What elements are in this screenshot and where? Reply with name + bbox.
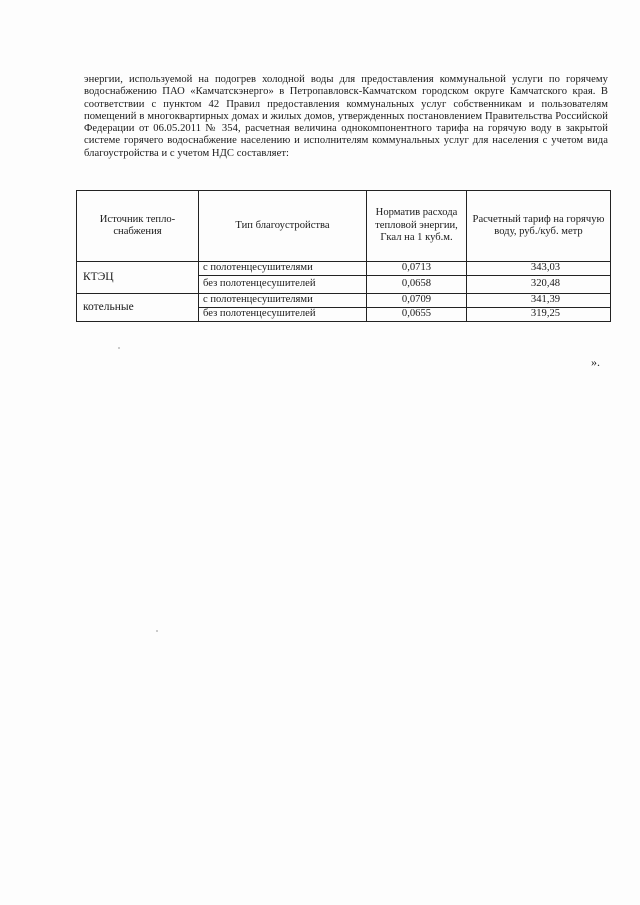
tariff-cell: 343,03 (467, 262, 611, 276)
table-row (77, 262, 611, 276)
tariff-cell: 341,39 (467, 294, 611, 308)
type-cell: с полотенцесушителями (199, 262, 367, 276)
header-source: Источник тепло-снабжения (77, 191, 199, 262)
norm-cell: 0,0713 (367, 262, 467, 276)
table-header-row (77, 191, 611, 262)
type-cell: с полотенцесушителями (199, 294, 367, 308)
norm-cell: 0,0655 (367, 308, 467, 322)
norm-cell: 0,0658 (367, 276, 467, 294)
norm-cell: 0,0709 (367, 294, 467, 308)
scan-speck (156, 630, 158, 632)
scan-speck (118, 347, 120, 349)
header-tariff: Расчетный тариф на горячую воду, руб./куб. метр (467, 191, 611, 262)
type-cell: без полотенцесушителей (199, 308, 367, 322)
header-norm: Норматив расхода тепловой энергии, Гкал на 1 куб.м. (367, 191, 467, 262)
source-cell: КТЭЦ (77, 262, 199, 294)
header-type: Тип благоустройства (199, 191, 367, 262)
type-cell: без полотенцесушителей (199, 276, 367, 294)
tariff-table (76, 190, 611, 322)
table-row (77, 294, 611, 308)
body-paragraph: энергии, используемой на подогрев холодной воды для предоставления коммунальной услуги по горячему водоснабжению ПАО «Камчатскэнерго» в Петропавловск-Камчатском городском округе Камчатского края. В соответствии с пунктом 42 Правил предоставления коммунальных услуг собственникам и пользователям помещений в многоквартирных домах и жилых домов, утвержденных постановлением Правительства Российской Федерации от 06.05.2011 № 354, расчетная величина однокомпонентного тарифа на горячую воду в закрытой системе горячего водоснабжение населению и исполнителям коммунальных услуг для населения с учетом вида благоустройства и с учетом НДС составляет: (84, 74, 608, 159)
tariff-cell: 320,48 (467, 276, 611, 294)
source-cell: котельные (77, 294, 199, 322)
tariff-cell: 319,25 (467, 308, 611, 322)
closing-quote-mark: ». (591, 355, 600, 369)
